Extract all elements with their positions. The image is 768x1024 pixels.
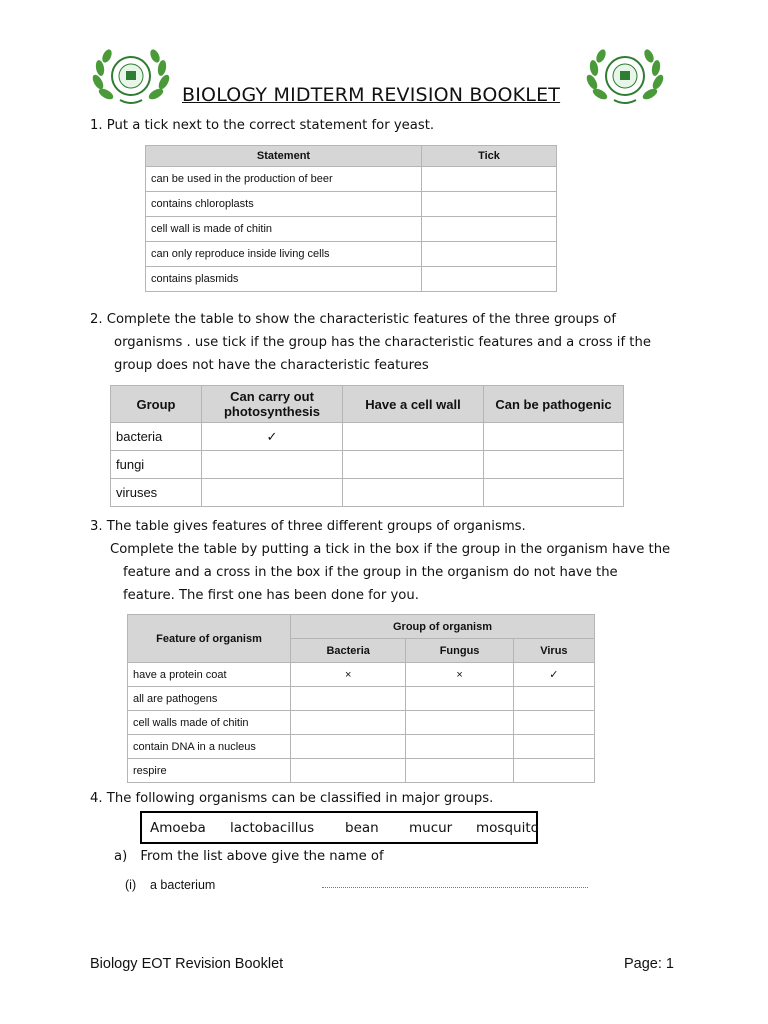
answer-cell[interactable] xyxy=(513,735,594,759)
tick-cell[interactable] xyxy=(422,167,557,192)
statement-cell: contains plasmids xyxy=(146,267,422,292)
table-row xyxy=(146,217,557,242)
answer-cell[interactable] xyxy=(291,711,406,735)
answer-cell[interactable] xyxy=(291,687,406,711)
answer-cell[interactable] xyxy=(406,711,513,735)
table-row xyxy=(128,687,595,711)
question-4-text: 4. The following organisms can be classified in major groups. xyxy=(90,791,494,806)
tick-cell[interactable] xyxy=(422,217,557,242)
table-row xyxy=(128,711,595,735)
table-row xyxy=(111,451,624,479)
answer-cell[interactable] xyxy=(406,759,513,783)
table-row xyxy=(146,242,557,267)
answer-cell[interactable] xyxy=(343,423,484,451)
question-4-part-i-number: (i) xyxy=(125,878,137,892)
table-row xyxy=(146,192,557,217)
organism-item: mosquito xyxy=(476,820,539,836)
answer-cell[interactable] xyxy=(513,711,594,735)
question-2-line-2: organisms . use tick if the group has the characteristic features and a cross if the xyxy=(114,335,651,350)
answer-cell[interactable]: ✓ xyxy=(202,423,343,451)
question-3-line-4: feature. The first one has been done for you. xyxy=(123,588,419,603)
answer-cell[interactable] xyxy=(484,451,624,479)
header-photosynthesis: Can carry out photosynthesis xyxy=(202,386,343,423)
answer-cell[interactable] xyxy=(291,735,406,759)
organism-item: bean xyxy=(345,820,379,836)
answer-cell[interactable] xyxy=(343,479,484,507)
page-number: Page: 1 xyxy=(624,956,674,972)
organism-item: mucur xyxy=(409,820,453,836)
feature-cell: have a protein coat xyxy=(128,663,291,687)
header-group: Group xyxy=(111,386,202,423)
question-2-line-3: group does not have the characteristic features xyxy=(114,358,429,373)
footer-title: Biology EOT Revision Booklet xyxy=(90,956,284,972)
organism-item: Amoeba xyxy=(150,820,206,836)
organism-item: lactobacillus xyxy=(230,820,315,836)
group-cell: viruses xyxy=(111,479,202,507)
header-bacteria: Bacteria xyxy=(291,639,406,663)
question-4-part-a: a) From the list above give the name of xyxy=(114,849,384,864)
header-statement: Statement xyxy=(146,146,422,167)
statement-cell: can only reproduce inside living cells xyxy=(146,242,422,267)
statement-cell: cell wall is made of chitin xyxy=(146,217,422,242)
question-3-line-1: 3. The table gives features of three different groups of organisms. xyxy=(90,519,526,534)
statement-cell: contains chloroplasts xyxy=(146,192,422,217)
table-row xyxy=(128,663,595,687)
group-cell: bacteria xyxy=(111,423,202,451)
question-2-line-1: 2. Complete the table to show the characteristic features of the three groups of xyxy=(90,312,617,327)
feature-cell: contain DNA in a nucleus xyxy=(128,735,291,759)
question-1-text: 1. Put a tick next to the correct statement for yeast. xyxy=(90,118,435,133)
tick-cell[interactable] xyxy=(422,192,557,217)
table-row xyxy=(111,479,624,507)
answer-cell[interactable] xyxy=(202,479,343,507)
answer-cell[interactable] xyxy=(406,735,513,759)
header-fungus: Fungus xyxy=(406,639,513,663)
statement-cell: can be used in the production of beer xyxy=(146,167,422,192)
header-virus: Virus xyxy=(513,639,594,663)
feature-cell: all are pathogens xyxy=(128,687,291,711)
answer-cell[interactable] xyxy=(484,479,624,507)
group-cell: fungi xyxy=(111,451,202,479)
question-1-table xyxy=(145,145,557,292)
answer-cell[interactable] xyxy=(291,759,406,783)
page-title: BIOLOGY MIDTERM REVISION BOOKLET xyxy=(182,84,561,106)
tick-cell[interactable] xyxy=(422,267,557,292)
answer-cell[interactable]: × xyxy=(291,663,406,687)
answer-cell[interactable] xyxy=(484,423,624,451)
header-group-of-organism: Group of organism xyxy=(291,615,595,639)
header-cell-wall: Have a cell wall xyxy=(343,386,484,423)
feature-cell: respire xyxy=(128,759,291,783)
school-logo-left xyxy=(90,46,172,108)
header-tick: Tick xyxy=(422,146,557,167)
table-row xyxy=(111,423,624,451)
answer-cell[interactable] xyxy=(202,451,343,479)
answer-cell[interactable] xyxy=(513,759,594,783)
answer-cell[interactable]: × xyxy=(406,663,513,687)
question-3-line-3: feature and a cross in the box if the group in the organism do not have the xyxy=(123,565,618,580)
answer-cell[interactable]: ✓ xyxy=(513,663,594,687)
answer-cell[interactable] xyxy=(513,687,594,711)
table-row xyxy=(146,267,557,292)
question-2-table xyxy=(110,385,624,507)
question-3-table xyxy=(127,614,595,783)
header-pathogenic: Can be pathogenic xyxy=(484,386,624,423)
table-row xyxy=(128,759,595,783)
question-4-part-i-text: a bacterium xyxy=(150,878,216,892)
answer-cell[interactable] xyxy=(343,451,484,479)
table-row xyxy=(128,735,595,759)
answer-cell[interactable] xyxy=(406,687,513,711)
answer-line[interactable] xyxy=(322,886,588,888)
feature-cell: cell walls made of chitin xyxy=(128,711,291,735)
school-logo-right xyxy=(584,46,666,108)
tick-cell[interactable] xyxy=(422,242,557,267)
table-row xyxy=(146,167,557,192)
organism-list-box xyxy=(140,811,538,844)
header-feature: Feature of organism xyxy=(128,615,291,663)
question-3-line-2: Complete the table by putting a tick in the box if the group in the organism have the xyxy=(110,542,671,557)
